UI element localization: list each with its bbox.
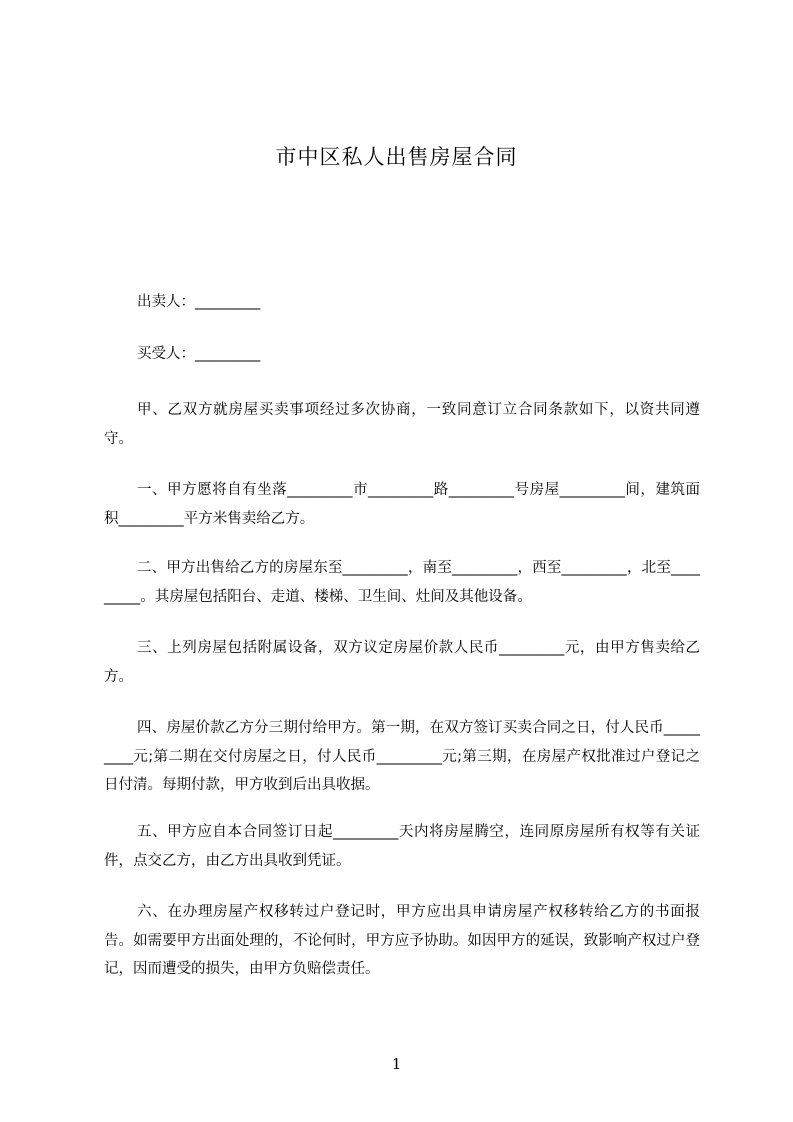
clause-5: 五、甲方应自本合同签订日起_________天内将房屋腾空，连同原房屋所有权等有关证件，点交乙方，由乙方出具收到凭证。 <box>104 824 700 869</box>
clause-3: 三、上列房屋包括附属设备，双方议定房屋价款人民币_________元，由甲方售卖给乙方。 <box>104 640 700 685</box>
intro-paragraph: 甲、乙双方就房屋买卖事项经过多次协商，一致同意订立合同条款如下，以资共同遵守。 <box>104 402 700 447</box>
clause-4: 四、房屋价款乙方分三期付给甲方。第一期，在双方签订买卖合同之日，付人民币_________元;第二期在交付房屋之日，付人民币_________元;第三期，在房屋产权批准过户登记之日付清。每期付款，甲方收到后出具收据。 <box>104 720 700 793</box>
seller-line: 出卖人：_________ <box>137 294 261 310</box>
clause-6: 六、在办理房屋产权移转过户登记时，甲方应出具申请房屋产权移转给乙方的书面报告。如需要甲方出面处理的，不论何时，甲方应予协助。如因甲方的延误，致影响产权过户登记，因而遭受的损失，由甲方负赔偿责任。 <box>104 904 700 977</box>
buyer-line: 买受人：_________ <box>137 346 261 362</box>
clause-2: 二、甲方出售给乙方的房屋东至_________，南至_________，西至_________，北至_________。其房屋包括阳台、走道、楼梯、卫生间、灶间及其他设备。 <box>104 560 700 605</box>
page-number: 1 <box>391 1055 402 1073</box>
clause-1: 一、甲方愿将自有坐落_________市_________路_________号房屋_________间，建筑面积_________平方米售卖给乙方。 <box>104 482 700 527</box>
document-title: 市中区私人出售房屋合同 <box>275 145 518 169</box>
